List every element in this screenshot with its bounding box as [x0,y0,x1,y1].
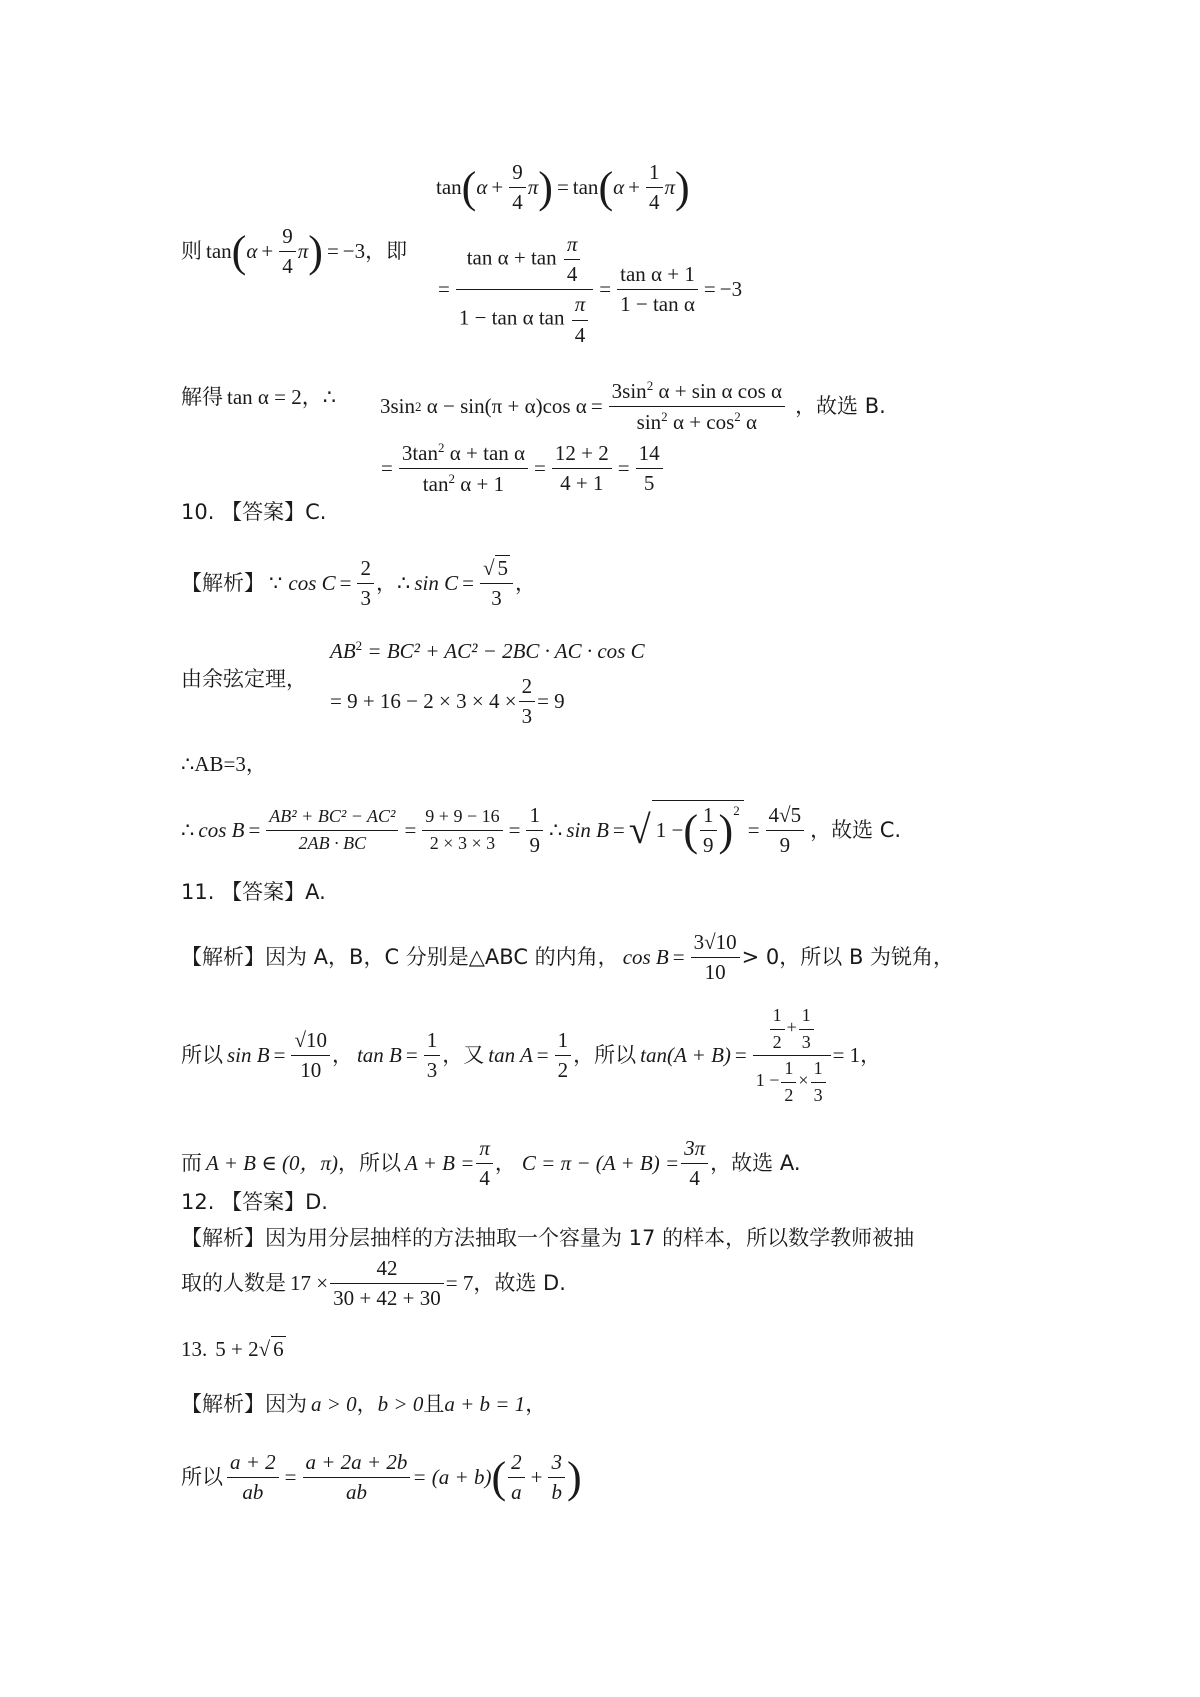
compound-fraction: $\frac{1}{2}$ + $\frac{1}{3}$ 1 − $\frac{1}{2}$ × $\frac{1}{3}$ [753,1005,831,1106]
law-of-cosines-line2: = 9 + 16 − 2 × 3 × 4 × $\frac{2}{3}$ = 9 [330,674,565,729]
law-of-cosines-label: 由余弦定理， [181,667,307,691]
cos-b-line: ∴ cos B = $\frac{\text{AB² + BC² − AC²}}{2AB \cdot BC}$ = $\frac{9 + 9 - 16}{2 \times 3 \times 3}$ = $\frac{1}{9}$ ∴ sin B = √ 1 − ( $\frac{1}{9}$ ) 2 = $\frac{4√5}{9}$ ，故选 C. [181,800,901,860]
tan-value-line: 则 tan ( α + $\frac{9}{4}$ π ) = −3 ，即 [181,224,408,279]
target-expression: 3sin 2 α − sin(π + α)cos α = $\frac{3\sin^2 \alpha + \sin \alpha \cos \alpha}{\sin^2 \alpha + \cos^2 \alpha}$ ，故选 B. [380,378,886,435]
fraction-1-4: $\frac{1}{4}$ [646,160,663,215]
q13-answer-header: 13. 5 + 2 √ 6 [181,1336,284,1361]
q13-analysis-line1: 【解析】因为 a > 0 ， b > 0 且 a + b = 1 ， [181,1392,547,1416]
law-of-cosines-line1: $AB^2 = BC^2 + AC^2 - 2BC$ · AC · cos C [330,638,645,663]
q12-analysis-line2: 取的人数是 17 × $\frac{42}{30 + 42 + 30}$ = 7 ，故选 D. [181,1256,566,1311]
q11-analysis-line2: 所以 sin B = $\frac{√10}{10}$ ， tan B = $\frac{1}{3}$ ，又 tan A = $\frac{1}{2}$ ，所以 tan(A + B) = $\frac{1}{2}$ + $\frac{1}{3}$ 1 − $\frac{1}{2}$ × $\frac{1}{3}$ = 1， [181,1005,882,1105]
q12-analysis-line1: 【解析】因为用分层抽样的方法抽取一个容量为 17 的样本，所以数学教师被抽 [181,1226,915,1250]
tan-reduction-line: tan ( α + $\frac{9}{4}$ π ) = tan ( α + $\frac{1}{4}$ π ) [436,160,690,215]
q10-analysis-line: 【解析】 ∵ cos C = $\frac{2}{3}$ ，∴ sin C = $\frac{√ 5}{3}$ ， [181,555,536,611]
fraction-9-4: $\frac{9}{4}$ [509,160,526,215]
q11-analysis-line1: 【解析】因为 A，B，C 分别是△ABC 的内角， cos B = $\frac{3√10}{10}$ > 0，所以 B 为锐角， [181,930,955,985]
q10-answer-header: 10. 【答案】C. [181,500,327,524]
ab-result: ∴AB=3， [181,752,267,776]
q11-answer-header: 11. 【答案】A. [181,880,326,904]
tan-sum-expansion: = tan α + tan $\frac{\pi}{4}$ 1 − tan α tan $\frac{\pi}{4}$ = $\frac{\text{tan α + 1}}{\text{1 − tan α}}$ = −3 [438,232,743,347]
solve-line: 解得 tan α = 2 ，∴ [181,385,337,409]
q13-analysis-line2: 所以 $\frac{a + 2}{ab}$ = $\frac{a + 2a + 2b}{ab}$ = (a + b) ( $\frac{2}{a}$ + $\frac{3}{b}$ ) [181,1450,582,1505]
q12-answer-header: 12. 【答案】D. [181,1190,328,1214]
q11-analysis-line3: 而 A + B ∈ (0，π) ，所以 A + B = $\frac{\pi}{4}$ ， C = π − (A + B) = $\frac{3\pi}{4}$ ，故选 A. [181,1136,801,1191]
target-simplified: = $\frac{3\tan^2 \alpha + \tan \alpha}{\tan^2 \alpha + 1}$ = $\frac{12 + 2}{4 + 1}$ = $\frac{14}{5}$ [377,440,665,497]
tan-sum-fraction: tan α + tan $\frac{\pi}{4}$ 1 − tan α tan $\frac{\pi}{4}$ [456,232,593,348]
